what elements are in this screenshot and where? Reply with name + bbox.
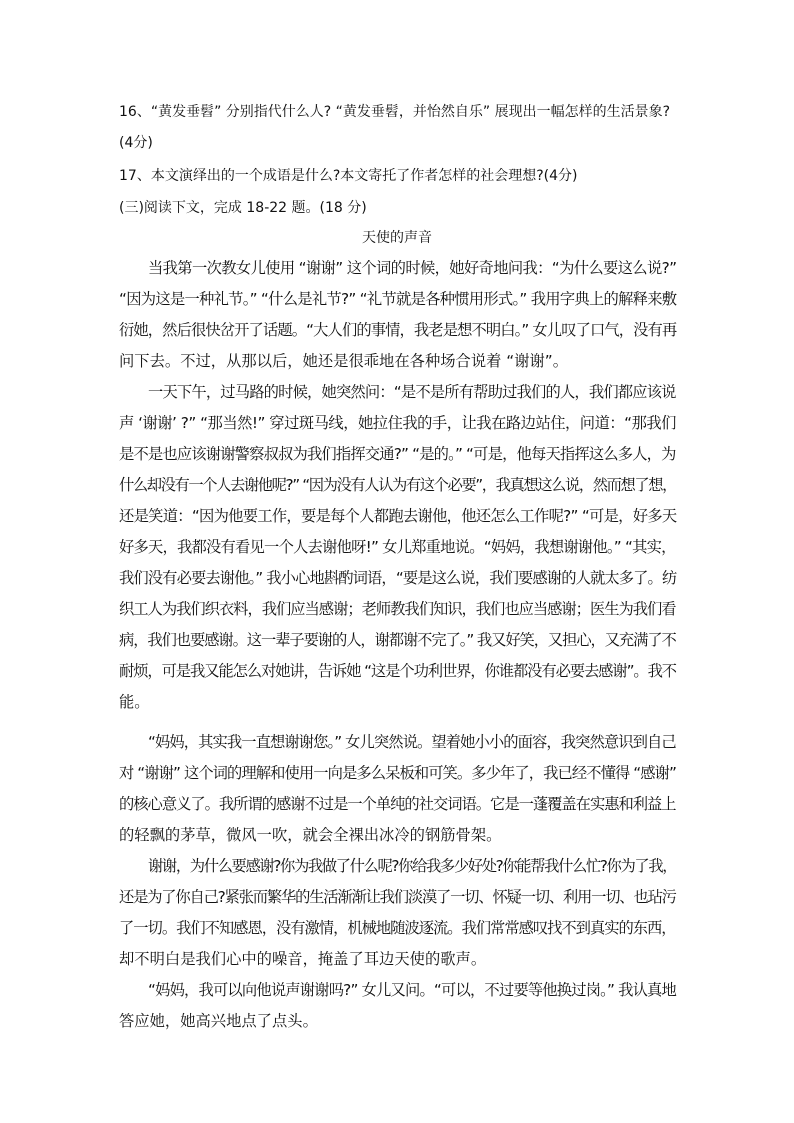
article-line: 耐烦，可是我又能怎么对她讲，告诉她 “这是个功利世界，你谁都没有必要去感谢”。我不 [119,662,676,680]
article-line: “妈妈，我可以向他说声谢谢吗?” 女儿又问。“可以，不过要等他换过岗。” 我认真地 [148,981,676,999]
article-line: 什么却没有一个人去谢他呢?” “因为没有人认为有这个必要”，我真想这么说，然而想了想， [119,476,677,494]
article-title: 天使的声音 [362,230,432,246]
article-line: 还是笑道：“因为他要工作，要是每个人都跑去谢他，他还怎么工作呢?” “可是，好多天 [119,507,677,525]
question-16-line1: 16、“黄发垂髫” 分别指代什么人? “黄发垂髫，并怡然自乐” 展现出一幅怎样的生活景象? [119,104,671,120]
question-17: 17、本文演绎出的一个成语是什么?本文寄托了作者怎样的社会理想?(4分) [119,168,578,184]
article-line: 能。 [119,693,150,711]
article-line: 的核心意义了。我所谓的感谢不过是一个单纯的社交词语。它是一蓬覆盖在实惠和利益上 [119,795,676,813]
article-line: “因为这是一种礼节。” “什么是礼节?” “礼节就是各种惯用形式。” 我用字典上的解释来敷 [119,290,677,308]
article-line: 了一切。我们不知感恩，没有激情，机械地随波逐流。我们常常感叹找不到真实的东西， [119,919,676,937]
article-line: 一天下午，过马路的时候，她突然问：“是不是所有帮助过我们的人，我们都应该说 [148,383,676,401]
article-line: “妈妈，其实我一直想谢谢您。” 女儿突然说。望着她小小的面容，我突然意识到自己 [148,733,676,751]
article-line: 是不是也应该谢谢警察叔叔为我们指挥交通?” “是的。” “可是，他每天指挥这么多人，为 [119,445,676,463]
article-line: 对 “谢谢” 这个词的理解和使用一向是多么呆板和可笑。多少年了，我已经不懂得 “感谢” [119,764,676,782]
question-16-line2: (4分) [119,135,153,151]
article-line: 的轻飘的茅草，微风一吹，就会全裸出冰冷的钢筋骨架。 [119,826,502,844]
article-line: 织工人为我们织衣料，我们应当感谢；老师教我们知识，我们也应当感谢；医生为我们看 [119,600,676,618]
article-line: 当我第一次教女儿使用 “谢谢” 这个词的时候，她好奇地问我：“为什么要这么说?” [148,259,677,277]
article-line: 却不明白是我们心中的噪音，掩盖了耳边天使的歌声。 [119,950,487,968]
article-line: 声 ‘谢谢’ ?” “那当然!” 穿过斑马线，她拉住我的手，让我在路边站住，问道：“那我们 [119,414,676,432]
article-line: 我们没有必要去谢他。” 我小心地斟酌词语，“要是这么说，我们要感谢的人就太多了。纺 [119,569,677,587]
article-line: 还是为了你自己?紧张而繁华的生活渐渐让我们淡漠了一切、怀疑一切、利用一切、也玷污 [119,888,676,906]
article-line: 谢谢，为什么要感谢?你为我做了什么呢?你给我多少好处?你能帮我什么忙?你为了我， [148,857,677,875]
article-line: 答应她，她高兴地点了点头。 [119,1012,318,1030]
article-line: 问下去。不过，从那以后，她还是很乖地在各种场合说着 “谢谢”。 [119,352,569,370]
article-line: 好多天，我都没有看见一个人去谢他呀!” 女儿郑重地说。“妈妈，我想谢谢他。” “其实， [119,538,676,556]
article-line: 衍她，然后很快岔开了话题。“大人们的事情，我老是想不明白。” 女儿叹了口气，没有再 [119,321,677,339]
article-line: 病，我们也要感谢。这一辈子要谢的人，谢都谢不完了。” 我又好笑，又担心，又充满了不 [119,631,676,649]
section-3-heading: (三)阅读下文，完成 18-22 题。(18 分) [119,200,367,216]
